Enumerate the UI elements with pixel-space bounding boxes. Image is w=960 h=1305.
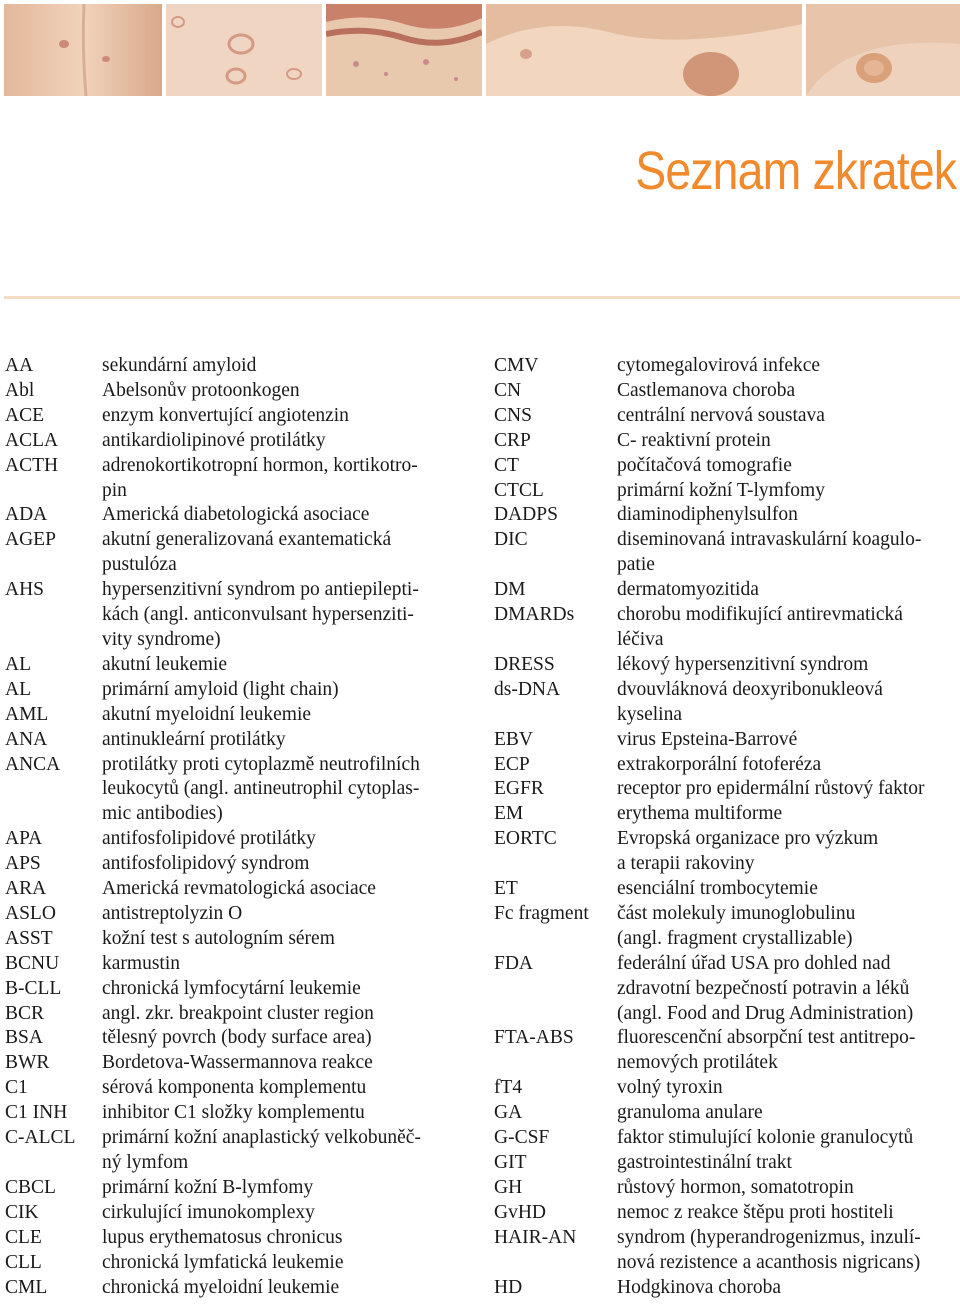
abbreviation-definition: Abelsonův protoonkogen (102, 379, 300, 401)
abbreviation-entry (5, 503, 475, 528)
abbreviation-definition: hypersenzitivní syndrom po antiepilepti- kách (angl. anticonvulsant hypersenziti- vity syndrome) (102, 579, 419, 650)
abbreviation-term: ANCA (5, 753, 61, 775)
abbreviation-entry (5, 753, 475, 828)
abbreviation-definition: dermatomyozitida (617, 579, 759, 601)
abbreviation-term: ACTH (5, 454, 59, 476)
abbreviation-entry (494, 653, 960, 678)
abbreviation-entry (5, 379, 475, 404)
abbreviation-entry (5, 827, 475, 852)
abbreviation-entry (5, 354, 475, 379)
abbreviation-entry (494, 503, 960, 528)
abbreviation-definition: Americká revmatologická asociace (102, 878, 376, 900)
abbreviation-term: ds-DNA (494, 678, 561, 700)
abbreviation-term: DIC (494, 529, 528, 551)
abbreviation-term: Fc fragment (494, 902, 589, 924)
abbreviation-entry (5, 902, 475, 927)
abbreviation-entry (494, 578, 960, 603)
abbreviation-list-right (494, 354, 960, 1300)
abbreviation-definition: esenciální trombocytemie (617, 878, 818, 900)
abbreviation-definition: část molekuly imunoglobulinu (angl. fragment crystallizable) (617, 902, 856, 949)
abbreviation-definition: volný tyroxin (617, 1077, 723, 1099)
abbreviation-definition: chronická lymfatická leukemie (102, 1251, 344, 1273)
abbreviation-term: CRP (494, 429, 531, 451)
abbreviation-entry (494, 429, 960, 454)
abbreviation-definition: akutní generalizovaná exantematická pustulóza (102, 529, 392, 576)
abbreviation-entry (5, 578, 475, 653)
abbreviation-entry (494, 902, 960, 952)
abbreviation-definition: fluorescenční absorpční test antitrepo- nemových protilátek (617, 1027, 916, 1074)
abbreviation-term: CLE (5, 1226, 42, 1248)
abbreviation-definition: syndrom (hyperandrogenizmus, inzulí- nová rezistence a acanthosis nigricans) (617, 1226, 921, 1273)
abbreviation-definition: antistreptolyzin O (102, 902, 243, 924)
abbreviation-term: FDA (494, 952, 534, 974)
photo-strip (4, 4, 960, 96)
skin-photo-arm (806, 4, 960, 96)
abbreviation-term: ACE (5, 404, 44, 426)
abbreviation-entry (5, 877, 475, 902)
abbreviation-definition: C- reaktivní protein (617, 429, 771, 451)
abbreviation-entry (5, 703, 475, 728)
abbreviation-entry (5, 1176, 475, 1201)
abbreviation-entry (5, 852, 475, 877)
abbreviation-definition: diseminovaná intravaskulární koagulo- patie (617, 529, 922, 576)
abbreviation-definition: sekundární amyloid (102, 355, 257, 376)
skin-photo-back (4, 4, 162, 96)
abbreviation-entry (494, 1101, 960, 1126)
abbreviation-entry (494, 1176, 960, 1201)
abbreviation-term: CTCL (494, 479, 544, 501)
abbreviation-definition: gastrointestinální trakt (617, 1152, 792, 1173)
abbreviation-entry (5, 678, 475, 703)
abbreviation-entry (5, 528, 475, 578)
abbreviation-definition: kožní test s autologním sérem (102, 927, 335, 949)
abbreviation-entry (5, 404, 475, 429)
abbreviation-entry (494, 1201, 960, 1226)
abbreviation-term: BCNU (5, 952, 60, 974)
abbreviation-term: CT (494, 454, 519, 476)
abbreviation-term: DRESS (494, 653, 555, 675)
abbreviation-definition: chorobu modifikující antirevmatická léčiva (617, 604, 903, 650)
abbreviation-term: CN (494, 379, 522, 401)
abbreviation-term: C1 (5, 1077, 28, 1099)
abbreviation-term: C-ALCL (5, 1127, 76, 1149)
abbreviation-term: GH (494, 1176, 523, 1198)
abbreviation-entry (494, 1151, 960, 1176)
abbreviation-entry (494, 1126, 960, 1151)
abbreviation-entry (5, 1026, 475, 1051)
abbreviation-definition: Americká diabetologická asociace (102, 504, 370, 526)
abbreviation-entry (494, 827, 960, 877)
abbreviation-term: HD (494, 1276, 523, 1298)
abbreviation-entry (494, 777, 960, 802)
abbreviation-entry (5, 1226, 475, 1251)
abbreviation-definition: lékový hypersenzitivní syndrom (617, 653, 869, 675)
abbreviation-definition: erythema multiforme (617, 803, 783, 825)
abbreviation-definition: dvouvláknová deoxyribonukleová kyselina (617, 678, 883, 725)
abbreviation-definition: růstový hormon, somatotropin (617, 1176, 854, 1198)
abbreviation-definition: sérová komponenta komplementu (102, 1077, 367, 1099)
abbreviation-entry (5, 1276, 475, 1301)
abbreviation-term: EORTC (494, 828, 557, 850)
abbreviation-term: FTA-ABS (494, 1027, 574, 1049)
abbreviation-entry (494, 753, 960, 778)
abbreviation-term: CNS (494, 404, 532, 426)
abbreviation-definition: virus Epsteina-Barrové (617, 728, 798, 750)
abbreviation-definition: granuloma anulare (617, 1102, 763, 1124)
abbreviation-definition: angl. zkr. breakpoint cluster region (102, 1002, 374, 1024)
abbreviation-term: CLL (5, 1251, 42, 1273)
abbreviation-definition: nemoc z reakce štěpu proti hostiteli (617, 1201, 894, 1223)
abbreviation-term: AHS (5, 579, 45, 601)
abbreviation-definition: cytomegalovirová infekce (617, 355, 821, 376)
abbreviation-entry (5, 1101, 475, 1126)
abbreviation-entry (5, 952, 475, 977)
abbreviation-entry (5, 977, 475, 1002)
abbreviation-entry (5, 1251, 475, 1276)
abbreviation-definition: tělesný povrch (body surface area) (102, 1027, 372, 1049)
abbreviation-definition: karmustin (102, 952, 180, 974)
abbreviation-term: GvHD (494, 1201, 546, 1223)
abbreviation-definition: faktor stimulující kolonie granulocytů (617, 1127, 914, 1149)
abbreviation-term: EM (494, 803, 524, 825)
abbreviation-entry (5, 429, 475, 454)
abbreviation-term: EBV (494, 728, 533, 750)
skin-photo-shoulder (486, 4, 802, 96)
abbreviation-definition: federální úřad USA pro dohled nad zdravotní bezpečností potravin a léků (angl. Food and Drug Administration) (617, 952, 914, 1024)
abbreviation-term: DADPS (494, 504, 558, 526)
abbreviation-entry (494, 404, 960, 429)
abbreviation-term: G-CSF (494, 1127, 550, 1149)
abbreviation-term: BSA (5, 1027, 43, 1049)
abbreviation-term: DM (494, 579, 526, 601)
abbreviation-entry (494, 952, 960, 1027)
abbreviation-entry (494, 479, 960, 504)
abbreviation-definition: antifosfolipidový syndrom (102, 853, 310, 875)
abbreviation-term: Abl (5, 379, 35, 401)
abbreviation-entry (5, 927, 475, 952)
abbreviation-term: BWR (5, 1052, 50, 1074)
abbreviation-entry (494, 1276, 960, 1301)
skin-photo-lesions (166, 4, 322, 96)
abbreviation-definition: inhibitor C1 složky komplementu (102, 1102, 365, 1124)
divider (4, 296, 960, 299)
abbreviation-term: GA (494, 1102, 523, 1124)
abbreviation-term: ECP (494, 753, 530, 775)
abbreviation-entry (5, 728, 475, 753)
abbreviation-entry (494, 1226, 960, 1276)
abbreviation-term: EGFR (494, 778, 544, 800)
abbreviation-entry (5, 1126, 475, 1176)
abbreviation-term: ET (494, 878, 518, 900)
abbreviation-definition: receptor pro epidermální růstový faktor (617, 778, 925, 800)
abbreviation-definition: primární kožní T-lymfomy (617, 479, 825, 501)
abbreviation-term: CIK (5, 1201, 39, 1223)
abbreviation-entry (494, 528, 960, 578)
abbreviation-term: APA (5, 828, 43, 850)
abbreviation-term: ADA (5, 504, 48, 526)
abbreviation-term: AL (5, 653, 31, 675)
abbreviation-term: ASLO (5, 902, 56, 924)
abbreviation-definition: chronická myeloidní leukemie (102, 1276, 340, 1298)
abbreviation-definition: diaminodiphenylsulfon (617, 504, 798, 526)
abbreviation-term: CMV (494, 355, 539, 376)
abbreviation-definition: lupus erythematosus chronicus (102, 1226, 343, 1248)
abbreviation-entry (5, 1076, 475, 1101)
abbreviation-definition: antikardiolipinové protilátky (102, 429, 326, 451)
abbreviation-term: AML (5, 703, 49, 725)
abbreviation-entry (494, 603, 960, 653)
abbreviation-entry (494, 678, 960, 728)
abbreviation-term: B-CLL (5, 977, 62, 999)
abbreviation-definition: Castlemanova choroba (617, 379, 796, 401)
abbreviation-term: CBCL (5, 1176, 56, 1198)
abbreviation-definition: primární kožní B-lymfomy (102, 1176, 314, 1198)
abbreviation-entry (494, 1076, 960, 1101)
abbreviation-definition: primární kožní anaplastický velkobuněč- ný lymfom (102, 1127, 421, 1173)
abbreviation-definition: počítačová tomografie (617, 454, 792, 476)
abbreviation-term: AGEP (5, 529, 56, 551)
abbreviation-definition: antifosfolipidové protilátky (102, 828, 316, 850)
abbreviation-entry (5, 1201, 475, 1226)
abbreviation-definition: akutní myeloidní leukemie (102, 703, 312, 725)
abbreviation-entry (494, 802, 960, 827)
abbreviation-term: ANA (5, 728, 48, 750)
abbreviation-definition: protilátky proti cytoplazmě neutrofilních leukocytů (angl. antineutrophil cytoplas- mic antibodies) (102, 753, 420, 825)
abbreviation-term: APS (5, 853, 41, 875)
abbreviation-definition: chronická lymfocytární leukemie (102, 977, 361, 999)
abbreviation-term: ACLA (5, 429, 59, 451)
abbreviation-list-left (5, 354, 475, 1300)
abbreviation-entry (5, 1051, 475, 1076)
abbreviation-definition: centrální nervová soustava (617, 404, 825, 426)
abbreviation-term: AL (5, 678, 31, 700)
abbreviation-term: fT4 (494, 1077, 523, 1099)
abbreviation-definition: Evropská organizace pro výzkum a terapii rakoviny (617, 828, 879, 875)
abbreviation-term: C1 INH (5, 1102, 68, 1124)
abbreviation-term: AA (5, 355, 34, 376)
abbreviation-definition: akutní leukemie (102, 653, 228, 675)
abbreviation-definition: cirkulující imunokomplexy (102, 1201, 315, 1223)
abbreviation-term: BCR (5, 1002, 45, 1024)
abbreviation-entry (494, 1026, 960, 1076)
abbreviation-entry (494, 379, 960, 404)
page-title: Seznam zkratek (635, 141, 956, 201)
abbreviation-definition: antinukleární protilátky (102, 728, 286, 750)
abbreviation-entry (494, 877, 960, 902)
abbreviation-definition: Hodgkinova choroba (617, 1276, 782, 1298)
abbreviation-definition: extrakorporální fotoferéza (617, 753, 822, 775)
abbreviation-definition: enzym konvertující angiotenzin (102, 404, 349, 426)
abbreviation-term: CML (5, 1276, 48, 1298)
abbreviation-entry (494, 454, 960, 479)
skin-photo-histology (326, 4, 482, 96)
abbreviation-term: GIT (494, 1152, 527, 1173)
abbreviation-entry (5, 454, 475, 504)
abbreviation-term: DMARDs (494, 604, 575, 626)
abbreviation-term: ARA (5, 878, 47, 900)
abbreviation-definition: adrenokortikotropní hormon, kortikotro- pin (102, 454, 418, 501)
abbreviation-definition: primární amyloid (light chain) (102, 678, 339, 700)
abbreviation-term: HAIR-AN (494, 1226, 577, 1248)
abbreviation-term: ASST (5, 927, 53, 949)
abbreviation-entry (5, 1002, 475, 1027)
abbreviation-entry (5, 653, 475, 678)
abbreviation-entry (494, 354, 960, 379)
abbreviation-definition: Bordetova-Wassermannova reakce (102, 1052, 373, 1074)
abbreviation-entry (494, 728, 960, 753)
